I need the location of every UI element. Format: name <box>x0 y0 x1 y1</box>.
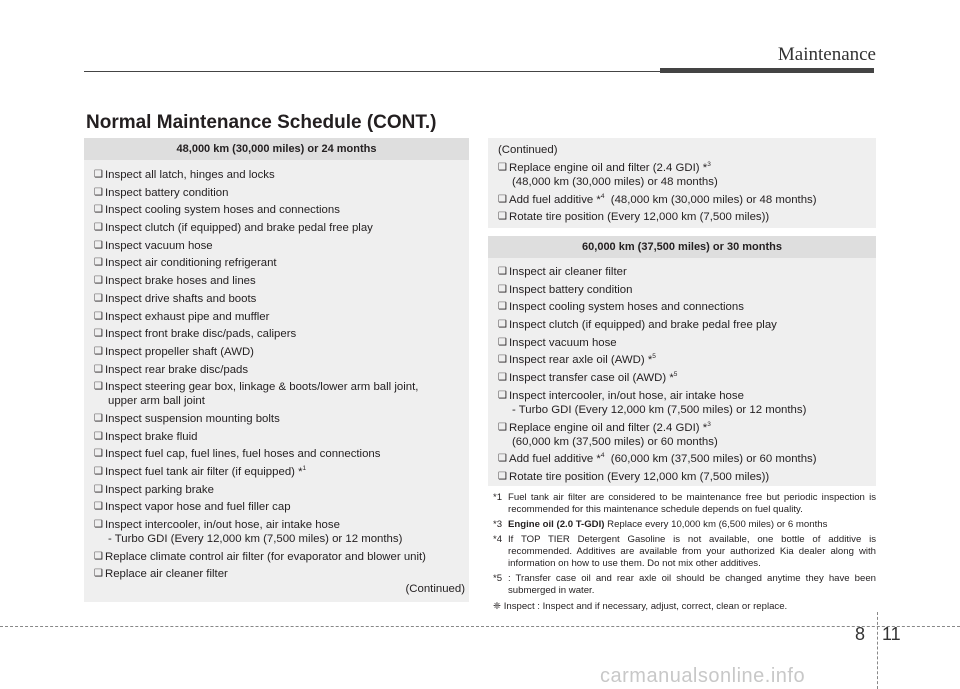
checklist-item-text: Inspect vacuum hose <box>509 336 617 349</box>
footnote-text: : Transfer case oil and rear axle oil should be changed anytime they have been submerged in water. <box>508 573 876 596</box>
checkbox-icon: ❑ <box>94 519 103 531</box>
footnote-5 <box>493 573 876 597</box>
checklist-item <box>94 500 459 514</box>
watermark: carmanualsonline.info <box>600 665 806 687</box>
checklist-item <box>94 221 459 235</box>
inspect-note <box>493 601 876 613</box>
checkbox-icon: ❑ <box>498 421 507 433</box>
right-schedule-box <box>488 236 876 486</box>
checklist-item <box>498 265 866 279</box>
checklist-item <box>498 421 866 449</box>
checklist-item <box>94 345 459 359</box>
left-item-list <box>84 160 469 581</box>
checklist-item-subtext: - Turbo GDI (Every 12,000 km (7,500 miles) or 12 months) <box>512 403 807 416</box>
checklist-item-text: Inspect brake fluid <box>105 430 198 443</box>
checklist-item <box>94 256 459 270</box>
checklist-item <box>498 452 866 466</box>
left-schedule-box <box>84 138 469 602</box>
right-top-item-list <box>488 161 876 224</box>
checkbox-icon: ❑ <box>498 319 507 331</box>
checklist-item-text: Rotate tire position (Every 12,000 km (7,500 miles)) <box>509 470 770 483</box>
checklist-item-subtext: upper arm ball joint <box>108 395 205 408</box>
footnote-3 <box>493 519 876 531</box>
checkbox-icon: ❑ <box>94 381 103 393</box>
footnote-ref: 3 <box>707 420 711 428</box>
checklist-item <box>498 389 866 417</box>
checklist-item-text: Inspect propeller shaft (AWD) <box>105 345 254 358</box>
right-box-heading: 60,000 km (37,500 miles) or 30 months <box>488 236 876 258</box>
checkbox-icon: ❑ <box>498 193 507 205</box>
checkbox-icon: ❑ <box>498 336 507 348</box>
checklist-item <box>94 550 459 564</box>
inspect-note-text: ❈ Inspect : Inspect and if necessary, adjust, correct, clean or replace. <box>493 601 788 612</box>
checklist-item <box>498 161 866 189</box>
continued-label: (Continued) <box>405 583 465 596</box>
footnote-ref: 4 <box>600 452 605 460</box>
checklist-item-text: Replace air cleaner filter <box>105 568 228 581</box>
footnote-text: Replace every 10,000 km (6,500 miles) or 6 months <box>604 519 828 530</box>
checkbox-icon: ❑ <box>94 501 103 513</box>
checkbox-icon: ❑ <box>498 211 507 223</box>
checklist-item-text: Replace engine oil and filter (2.4 GDI) * <box>509 421 708 434</box>
checklist-item-interval: (60,000 km (37,500 miles) or 60 months) <box>604 453 817 466</box>
page-title: Normal Maintenance Schedule (CONT.) <box>86 112 437 133</box>
checklist-item-text: Inspect cooling system hoses and connections <box>509 301 744 314</box>
checklist-item <box>94 203 459 217</box>
checklist-item <box>94 310 459 324</box>
checklist-item-text: Inspect suspension mounting bolts <box>105 412 280 425</box>
checkbox-icon: ❑ <box>498 372 507 384</box>
section-title: Maintenance <box>777 44 876 65</box>
checklist-item <box>94 518 459 546</box>
checklist-item <box>94 412 459 426</box>
checklist-item-subtext: (60,000 km (37,500 miles) or 60 months) <box>512 435 718 448</box>
footnote-ref: 3 <box>707 161 711 169</box>
checklist-item-text: Inspect fuel cap, fuel lines, fuel hoses and connections <box>105 448 381 461</box>
checkbox-icon: ❑ <box>498 283 507 295</box>
checklist-item <box>94 363 459 377</box>
checklist-item <box>94 430 459 444</box>
checklist-item-text: Inspect front brake disc/pads, calipers <box>105 328 297 341</box>
checkbox-icon: ❑ <box>498 470 507 482</box>
continued-top-label: (Continued) <box>498 144 558 156</box>
checklist-item-text: Add fuel additive * <box>509 453 601 466</box>
footnote-ref: 4 <box>600 192 605 200</box>
footnote-mark: *3 <box>493 519 503 530</box>
checklist-item-text: Inspect cooling system hoses and connections <box>105 204 340 217</box>
footer-rule <box>0 626 960 627</box>
checklist-item-text: Inspect clutch (if equipped) and brake pedal free play <box>509 319 777 332</box>
checklist-item-text: Inspect steering gear box, linkage & boots/lower arm ball joint, <box>105 381 419 394</box>
footnote-text: Fuel tank air filter are considered to be maintenance free but periodic inspection is recommended for this maintenance schedule depends on fuel quality. <box>508 492 876 515</box>
checklist-item <box>498 318 866 332</box>
checklist-item-subtext: (48,000 km (30,000 miles) or 48 months) <box>512 176 718 188</box>
right-continued-box <box>488 138 876 228</box>
checkbox-icon: ❑ <box>94 292 103 304</box>
checklist-item <box>498 371 866 385</box>
checkbox-icon: ❑ <box>498 354 507 366</box>
checkbox-icon: ❑ <box>498 162 507 173</box>
checkbox-icon: ❑ <box>498 389 507 401</box>
checklist-item-text: Inspect intercooler, in/out hose, air intake hose <box>105 519 340 532</box>
right-item-list <box>488 258 876 484</box>
checklist-item-text: Inspect vacuum hose <box>105 239 213 252</box>
checklist-item-text: Inspect parking brake <box>105 483 214 496</box>
checklist-item-text: Replace climate control air filter (for evaporator and blower unit) <box>105 550 426 563</box>
checklist-item <box>94 327 459 341</box>
checklist-item <box>498 336 866 350</box>
checkbox-icon: ❑ <box>94 345 103 357</box>
checkbox-icon: ❑ <box>94 257 103 269</box>
checkbox-icon: ❑ <box>94 363 103 375</box>
footnote-text: If TOP TIER Detergent Gasoline is not available, one bottle of additive is recommended. Additives are available from your authorized Kia dealer along with information on how to use them. Do not mix other additives. <box>508 534 876 569</box>
footnote-1 <box>493 492 876 516</box>
footer-divider <box>877 612 878 689</box>
footnote-ref: 5 <box>673 371 678 379</box>
checklist-item <box>498 353 866 367</box>
checklist-item <box>94 274 459 288</box>
checklist-item <box>94 239 459 253</box>
checklist-item <box>498 470 866 484</box>
checklist-item-text: Inspect brake hoses and lines <box>105 275 256 288</box>
checkbox-icon: ❑ <box>94 275 103 287</box>
footnotes <box>493 492 876 616</box>
checklist-item-text: Inspect air conditioning refrigerant <box>105 257 277 270</box>
checklist-item <box>498 193 866 207</box>
page-number: 11 <box>882 624 901 644</box>
header-rule-accent <box>660 68 874 73</box>
checklist-item-text: Inspect air cleaner filter <box>509 266 627 278</box>
checklist-item-text: Inspect battery condition <box>105 186 229 199</box>
checkbox-icon: ❑ <box>94 186 103 198</box>
checklist-item <box>94 186 459 200</box>
checklist-item <box>94 380 459 408</box>
checklist-item-text: Inspect drive shafts and boots <box>105 292 257 305</box>
checklist-item-text: Inspect clutch (if equipped) and brake pedal free play <box>105 222 373 235</box>
checkbox-icon: ❑ <box>94 448 103 460</box>
footnote-bold: Engine oil (2.0 T-GDI) <box>508 519 605 530</box>
checkbox-icon: ❑ <box>94 310 103 322</box>
checklist-item <box>498 300 866 314</box>
checkbox-icon: ❑ <box>94 466 103 477</box>
checklist-item <box>94 483 459 497</box>
checklist-item-text: Inspect battery condition <box>509 283 633 296</box>
checklist-item-text: Inspect all latch, hinges and locks <box>105 169 275 181</box>
footnote-mark: *4 <box>493 534 503 545</box>
checkbox-icon: ❑ <box>498 301 507 313</box>
checklist-item-text: Inspect vapor hose and fuel filler cap <box>105 501 291 514</box>
checklist-item-text: Inspect exhaust pipe and muffler <box>105 310 270 323</box>
checklist-item-text: Inspect rear axle oil (AWD) * <box>509 354 653 367</box>
checkbox-icon: ❑ <box>94 169 103 180</box>
checkbox-icon: ❑ <box>94 430 103 442</box>
checkbox-icon: ❑ <box>498 266 507 277</box>
footnote-mark: *1 <box>493 492 503 503</box>
checklist-item-text: Rotate tire position (Every 12,000 km (7,500 miles)) <box>509 211 770 224</box>
footnote-ref: 5 <box>652 353 656 361</box>
checkbox-icon: ❑ <box>94 222 103 234</box>
checklist-item-text: Inspect intercooler, in/out hose, air intake hose <box>509 389 744 402</box>
checkbox-icon: ❑ <box>94 239 103 251</box>
checklist-item-text: Inspect transfer case oil (AWD) * <box>509 372 674 385</box>
checkbox-icon: ❑ <box>94 568 103 580</box>
checklist-item <box>94 168 459 182</box>
footnote-mark: *5 <box>493 573 503 584</box>
footnote-ref: 1 <box>302 465 307 473</box>
checkbox-icon: ❑ <box>94 550 103 562</box>
checkbox-icon: ❑ <box>94 412 103 424</box>
checklist-item-subtext: - Turbo GDI (Every 12,000 km (7,500 miles) or 12 months) <box>108 533 403 546</box>
checklist-item-text: Inspect rear brake disc/pads <box>105 363 249 376</box>
checkbox-icon: ❑ <box>94 483 103 495</box>
checklist-item-text: Replace engine oil and filter (2.4 GDI) * <box>509 162 708 174</box>
checklist-item-interval: (48,000 km (30,000 miles) or 48 months) <box>604 193 817 206</box>
checklist-item <box>94 465 459 479</box>
footnote-4 <box>493 534 876 570</box>
left-box-heading: 48,000 km (30,000 miles) or 24 months <box>84 138 469 160</box>
checklist-item <box>94 447 459 461</box>
checklist-item <box>94 292 459 306</box>
checkbox-icon: ❑ <box>498 453 507 465</box>
checklist-item <box>94 567 459 581</box>
checklist-item-text: Add fuel additive * <box>509 193 601 206</box>
chapter-number: 8 <box>855 624 866 644</box>
checklist-item-text: Inspect fuel tank air filter (if equipped) * <box>105 466 303 478</box>
checkbox-icon: ❑ <box>94 204 103 216</box>
checklist-item <box>498 283 866 297</box>
checkbox-icon: ❑ <box>94 328 103 340</box>
checklist-item <box>498 210 866 224</box>
